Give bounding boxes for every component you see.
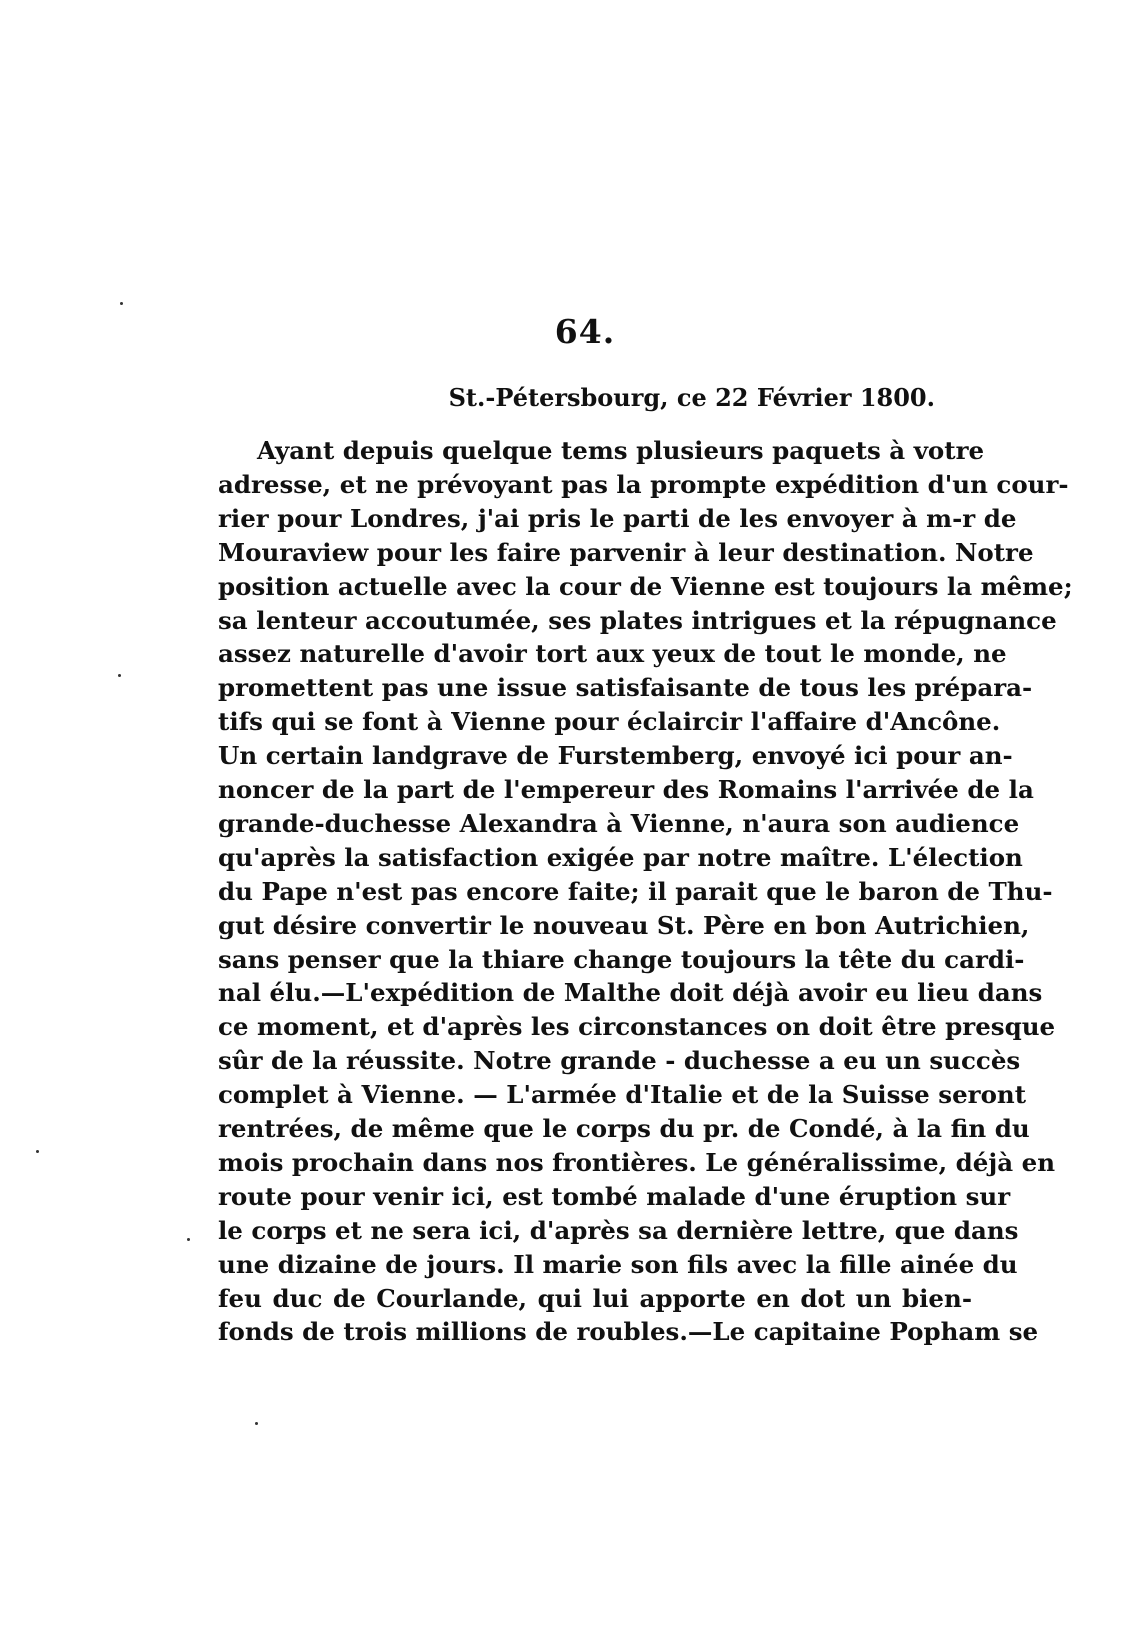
scan-speck [118, 674, 121, 677]
text-line: fonds de trois millions de roubles.—Le capitaine Popham se [218, 1317, 1039, 1347]
text-line: nal élu.—L'expédition de Malthe doit déjà avoir eu lieu dans [218, 978, 1043, 1008]
text-line: une dizaine de jours. Il marie son fils avec la fille ainée du [218, 1249, 1018, 1279]
text-line: le corps et ne sera ici, d'après sa dernière lettre, que dans [218, 1215, 1019, 1245]
text-line: Mouraview pour les faire parvenir à leur destination. Notre [218, 537, 1034, 567]
text-line: mois prochain dans nos frontières. Le généralissime, déjà en [218, 1147, 1056, 1177]
scan-speck [120, 302, 123, 305]
text-line: sans penser que la thiare change toujours la tête du cardi- [218, 944, 1025, 974]
text-line: ce moment, et d'après les circonstances on doit être presque [218, 1012, 1056, 1042]
dateline: St.-Pétersbourg, ce 22 Février 1800. [448, 383, 935, 412]
text-line: adresse, et ne prévoyant pas la prompte expédition d'un cour- [218, 469, 1069, 499]
text-line: qu'après la satisfaction exigée par notre maître. L'élection [218, 842, 1023, 872]
text-line: gut désire convertir le nouveau St. Père en bon Autrichien, [218, 910, 1030, 940]
text-line: sa lenteur accoutumée, ses plates intrigues et la répugnance [218, 605, 1057, 635]
text-line: complet à Vienne. — L'armée d'Italie et de la Suisse seront [218, 1080, 1027, 1110]
text-line: assez naturelle d'avoir tort aux yeux de tout le monde, ne [218, 639, 1007, 669]
text-line: sûr de la réussite. Notre grande - duchesse a eu un succès [218, 1046, 1021, 1076]
text-line: tifs qui se font à Vienne pour éclaircir l'affaire d'Ancône. [218, 707, 1001, 737]
text-line: Ayant depuis quelque tems plusieurs paquets à votre [257, 436, 985, 465]
text-line: rier pour Londres, j'ai pris le parti de les envoyer à m-r de [218, 503, 1017, 533]
text-line: route pour venir ici, est tombé malade d'une éruption sur [218, 1181, 1011, 1211]
text-line: position actuelle avec la cour de Vienne est toujours la même; [218, 571, 1073, 601]
text-line: feu duc de Courlande, qui lui apporte en dot un bien- [218, 1283, 972, 1313]
scan-speck [187, 1238, 190, 1241]
scan-speck [36, 1150, 39, 1153]
text-line: du Pape n'est pas encore faite; il parait que le baron de Thu- [218, 876, 1053, 906]
text-line: grande-duchesse Alexandra à Vienne, n'aura son audience [218, 808, 1020, 838]
letter-number: 64. [554, 312, 616, 351]
text-line: noncer de la part de l'empereur des Romains l'arrivée de la [218, 775, 1034, 804]
text-line: rentrées, de même que le corps du pr. de Condé, à la fin du [218, 1114, 1030, 1143]
text-line: promettent pas une issue satisfaisante de tous les prépara- [218, 673, 1033, 703]
text-line: Un certain landgrave de Furstemberg, envoyé ici pour an- [218, 741, 1013, 771]
scan-speck [255, 1422, 258, 1425]
